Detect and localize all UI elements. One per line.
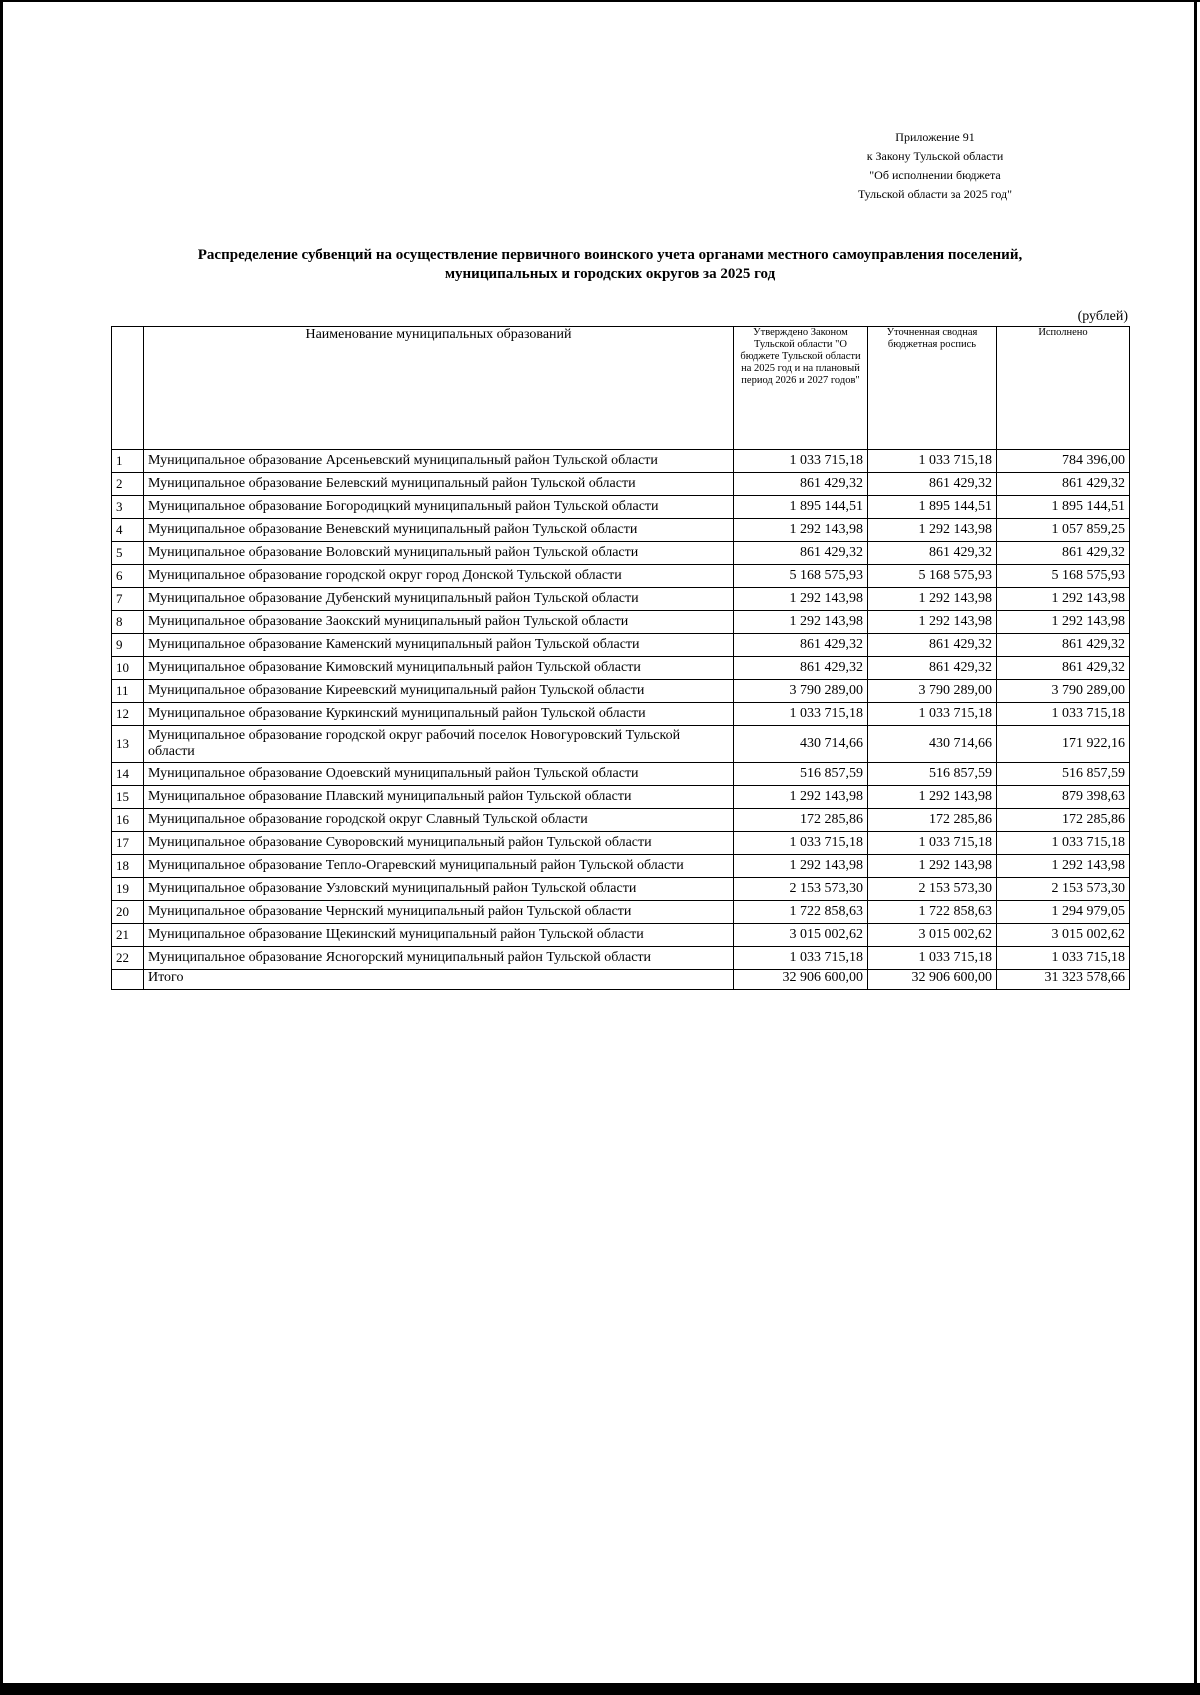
table-row <box>112 924 1130 947</box>
row-approved: 861 429,32 <box>734 473 868 496</box>
row-name: Муниципальное образование Суворовский муниципальный район Тульской области <box>144 832 734 855</box>
table-row <box>112 703 1130 726</box>
row-executed: 1 294 979,05 <box>997 901 1130 924</box>
row-approved: 1 292 143,98 <box>734 855 868 878</box>
table-row <box>112 901 1130 924</box>
row-number: 12 <box>112 703 144 726</box>
row-approved: 1 722 858,63 <box>734 901 868 924</box>
row-revised: 1 292 143,98 <box>868 786 997 809</box>
row-revised: 861 429,32 <box>868 634 997 657</box>
row-number: 18 <box>112 855 144 878</box>
row-name: Муниципальное образование городской округ рабочий поселок Новогуровский Тульской области <box>144 726 734 763</box>
table-row <box>112 542 1130 565</box>
row-name: Муниципальное образование Заокский муниципальный район Тульской области <box>144 611 734 634</box>
table-row <box>112 878 1130 901</box>
total-approved: 32 906 600,00 <box>734 970 868 990</box>
row-revised: 1 033 715,18 <box>868 703 997 726</box>
row-approved: 2 153 573,30 <box>734 878 868 901</box>
row-approved: 1 292 143,98 <box>734 588 868 611</box>
table-header-row <box>112 327 1130 450</box>
header-revised: Уточненная сводная бюджетная роспись <box>868 327 997 450</box>
row-executed: 1 292 143,98 <box>997 855 1130 878</box>
row-approved: 1 292 143,98 <box>734 786 868 809</box>
row-executed: 1 033 715,18 <box>997 832 1130 855</box>
header-number <box>112 327 144 450</box>
row-executed: 171 922,16 <box>997 726 1130 763</box>
table-row <box>112 450 1130 473</box>
table-row <box>112 611 1130 634</box>
header-name: Наименование муниципальных образований <box>144 327 734 450</box>
row-revised: 1 033 715,18 <box>868 832 997 855</box>
row-approved: 5 168 575,93 <box>734 565 868 588</box>
row-number: 1 <box>112 450 144 473</box>
header-executed: Исполнено <box>997 327 1130 450</box>
table-row <box>112 786 1130 809</box>
table-row <box>112 763 1130 786</box>
scan-border-right <box>1194 0 1197 1695</box>
table-row <box>112 519 1130 542</box>
row-number: 16 <box>112 809 144 832</box>
table-body <box>112 450 1130 970</box>
row-executed: 1 292 143,98 <box>997 588 1130 611</box>
row-executed: 784 396,00 <box>997 450 1130 473</box>
total-revised: 32 906 600,00 <box>868 970 997 990</box>
row-executed: 1 057 859,25 <box>997 519 1130 542</box>
row-revised: 172 285,86 <box>868 809 997 832</box>
row-number: 4 <box>112 519 144 542</box>
row-number: 10 <box>112 657 144 680</box>
total-row <box>112 970 1130 990</box>
row-revised: 1 292 143,98 <box>868 588 997 611</box>
row-number: 14 <box>112 763 144 786</box>
row-name: Муниципальное образование Киреевский муниципальный район Тульской области <box>144 680 734 703</box>
row-revised: 1 292 143,98 <box>868 611 997 634</box>
row-number: 11 <box>112 680 144 703</box>
row-revised: 3 015 002,62 <box>868 924 997 947</box>
table-row <box>112 726 1130 763</box>
appendix-line: к Закону Тульской области <box>866 149 1004 163</box>
row-name: Муниципальное образование Дубенский муниципальный район Тульской области <box>144 588 734 611</box>
row-number: 7 <box>112 588 144 611</box>
total-executed: 31 323 578,66 <box>997 970 1130 990</box>
table-row <box>112 657 1130 680</box>
row-approved: 861 429,32 <box>734 657 868 680</box>
row-number: 22 <box>112 947 144 970</box>
row-revised: 1 292 143,98 <box>868 855 997 878</box>
row-approved: 1 292 143,98 <box>734 611 868 634</box>
row-approved: 1 895 144,51 <box>734 496 868 519</box>
row-executed: 861 429,32 <box>997 657 1130 680</box>
scan-border-left <box>0 0 3 1695</box>
row-executed: 3 015 002,62 <box>997 924 1130 947</box>
row-approved: 430 714,66 <box>734 726 868 763</box>
row-number: 15 <box>112 786 144 809</box>
row-approved: 861 429,32 <box>734 542 868 565</box>
row-name: Муниципальное образование Щекинский муниципальный район Тульской области <box>144 924 734 947</box>
row-executed: 516 857,59 <box>997 763 1130 786</box>
appendix-line: "Об исполнении бюджета <box>869 168 1001 182</box>
row-revised: 861 429,32 <box>868 473 997 496</box>
row-approved: 3 015 002,62 <box>734 924 868 947</box>
appendix-line: Тульской области за 2025 год" <box>857 187 1013 201</box>
row-name: Муниципальное образование Каменский муниципальный район Тульской области <box>144 634 734 657</box>
row-revised: 1 292 143,98 <box>868 519 997 542</box>
row-revised: 1 895 144,51 <box>868 496 997 519</box>
row-number: 8 <box>112 611 144 634</box>
row-approved: 1 292 143,98 <box>734 519 868 542</box>
scan-border-top <box>0 0 1200 2</box>
table-row <box>112 680 1130 703</box>
row-number: 9 <box>112 634 144 657</box>
table-row <box>112 809 1130 832</box>
table-row <box>112 496 1130 519</box>
table-row <box>112 588 1130 611</box>
units-label: (рублей) <box>1077 309 1128 324</box>
row-name: Муниципальное образование городской округ город Донской Тульской области <box>144 565 734 588</box>
row-approved: 3 790 289,00 <box>734 680 868 703</box>
row-revised: 861 429,32 <box>868 542 997 565</box>
row-revised: 430 714,66 <box>868 726 997 763</box>
row-approved: 1 033 715,18 <box>734 832 868 855</box>
document-title-line: Распределение субвенций на осуществление первичного воинского учета органами местного самоуправления поселений, <box>197 247 1023 263</box>
row-number: 21 <box>112 924 144 947</box>
row-executed: 861 429,32 <box>997 542 1130 565</box>
table-row <box>112 855 1130 878</box>
row-approved: 861 429,32 <box>734 634 868 657</box>
row-name: Муниципальное образование Чернский муниципальный район Тульской области <box>144 901 734 924</box>
row-approved: 1 033 715,18 <box>734 450 868 473</box>
row-executed: 1 033 715,18 <box>997 947 1130 970</box>
row-name: Муниципальное образование Белевский муниципальный район Тульской области <box>144 473 734 496</box>
total-label: Итого <box>144 970 734 990</box>
row-executed: 3 790 289,00 <box>997 680 1130 703</box>
row-name: Муниципальное образование Тепло-Огаревский муниципальный район Тульской области <box>144 855 734 878</box>
document-title-line: муниципальных и городских округов за 2025 год <box>444 266 776 282</box>
row-name: Муниципальное образование Арсеньевский муниципальный район Тульской области <box>144 450 734 473</box>
row-revised: 2 153 573,30 <box>868 878 997 901</box>
row-name: Муниципальное образование Богородицкий муниципальный район Тульской области <box>144 496 734 519</box>
row-name: Муниципальное образование городской округ Славный Тульской области <box>144 809 734 832</box>
row-number: 20 <box>112 901 144 924</box>
row-executed: 1 292 143,98 <box>997 611 1130 634</box>
row-number: 13 <box>112 726 144 763</box>
row-number: 17 <box>112 832 144 855</box>
row-revised: 861 429,32 <box>868 657 997 680</box>
row-executed: 172 285,86 <box>997 809 1130 832</box>
row-executed: 879 398,63 <box>997 786 1130 809</box>
row-number: 5 <box>112 542 144 565</box>
total-number-cell <box>112 970 144 990</box>
row-number: 3 <box>112 496 144 519</box>
row-executed: 861 429,32 <box>997 634 1130 657</box>
row-revised: 3 790 289,00 <box>868 680 997 703</box>
appendix-note <box>835 128 1035 204</box>
row-revised: 1 722 858,63 <box>868 901 997 924</box>
row-executed: 1 033 715,18 <box>997 703 1130 726</box>
row-name: Муниципальное образование Узловский муниципальный район Тульской области <box>144 878 734 901</box>
row-name: Муниципальное образование Куркинский муниципальный район Тульской области <box>144 703 734 726</box>
row-revised: 516 857,59 <box>868 763 997 786</box>
row-name: Муниципальное образование Плавский муниципальный район Тульской области <box>144 786 734 809</box>
document-title <box>110 246 1110 284</box>
row-approved: 172 285,86 <box>734 809 868 832</box>
row-executed: 861 429,32 <box>997 473 1130 496</box>
row-name: Муниципальное образование Воловский муниципальный район Тульской области <box>144 542 734 565</box>
row-approved: 1 033 715,18 <box>734 947 868 970</box>
row-approved: 1 033 715,18 <box>734 703 868 726</box>
row-number: 6 <box>112 565 144 588</box>
row-name: Муниципальное образование Кимовский муниципальный район Тульской области <box>144 657 734 680</box>
table-row <box>112 832 1130 855</box>
table-row <box>112 634 1130 657</box>
row-approved: 516 857,59 <box>734 763 868 786</box>
row-name: Муниципальное образование Веневский муниципальный район Тульской области <box>144 519 734 542</box>
row-name: Муниципальное образование Одоевский муниципальный район Тульской области <box>144 763 734 786</box>
subvention-table <box>111 326 1130 990</box>
row-number: 19 <box>112 878 144 901</box>
row-revised: 1 033 715,18 <box>868 947 997 970</box>
appendix-line: Приложение 91 <box>895 130 975 144</box>
row-name: Муниципальное образование Ясногорский муниципальный район Тульской области <box>144 947 734 970</box>
header-approved: Утверждено Законом Тульской области "О бюджете Тульской области на 2025 год и на плановый период 2026 и 2027 годов" <box>734 327 868 450</box>
row-executed: 1 895 144,51 <box>997 496 1130 519</box>
row-revised: 5 168 575,93 <box>868 565 997 588</box>
row-executed: 2 153 573,30 <box>997 878 1130 901</box>
table-row <box>112 565 1130 588</box>
row-executed: 5 168 575,93 <box>997 565 1130 588</box>
table-row <box>112 947 1130 970</box>
row-number: 2 <box>112 473 144 496</box>
row-revised: 1 033 715,18 <box>868 450 997 473</box>
table-row <box>112 473 1130 496</box>
scan-border-bottom <box>0 1683 1200 1695</box>
